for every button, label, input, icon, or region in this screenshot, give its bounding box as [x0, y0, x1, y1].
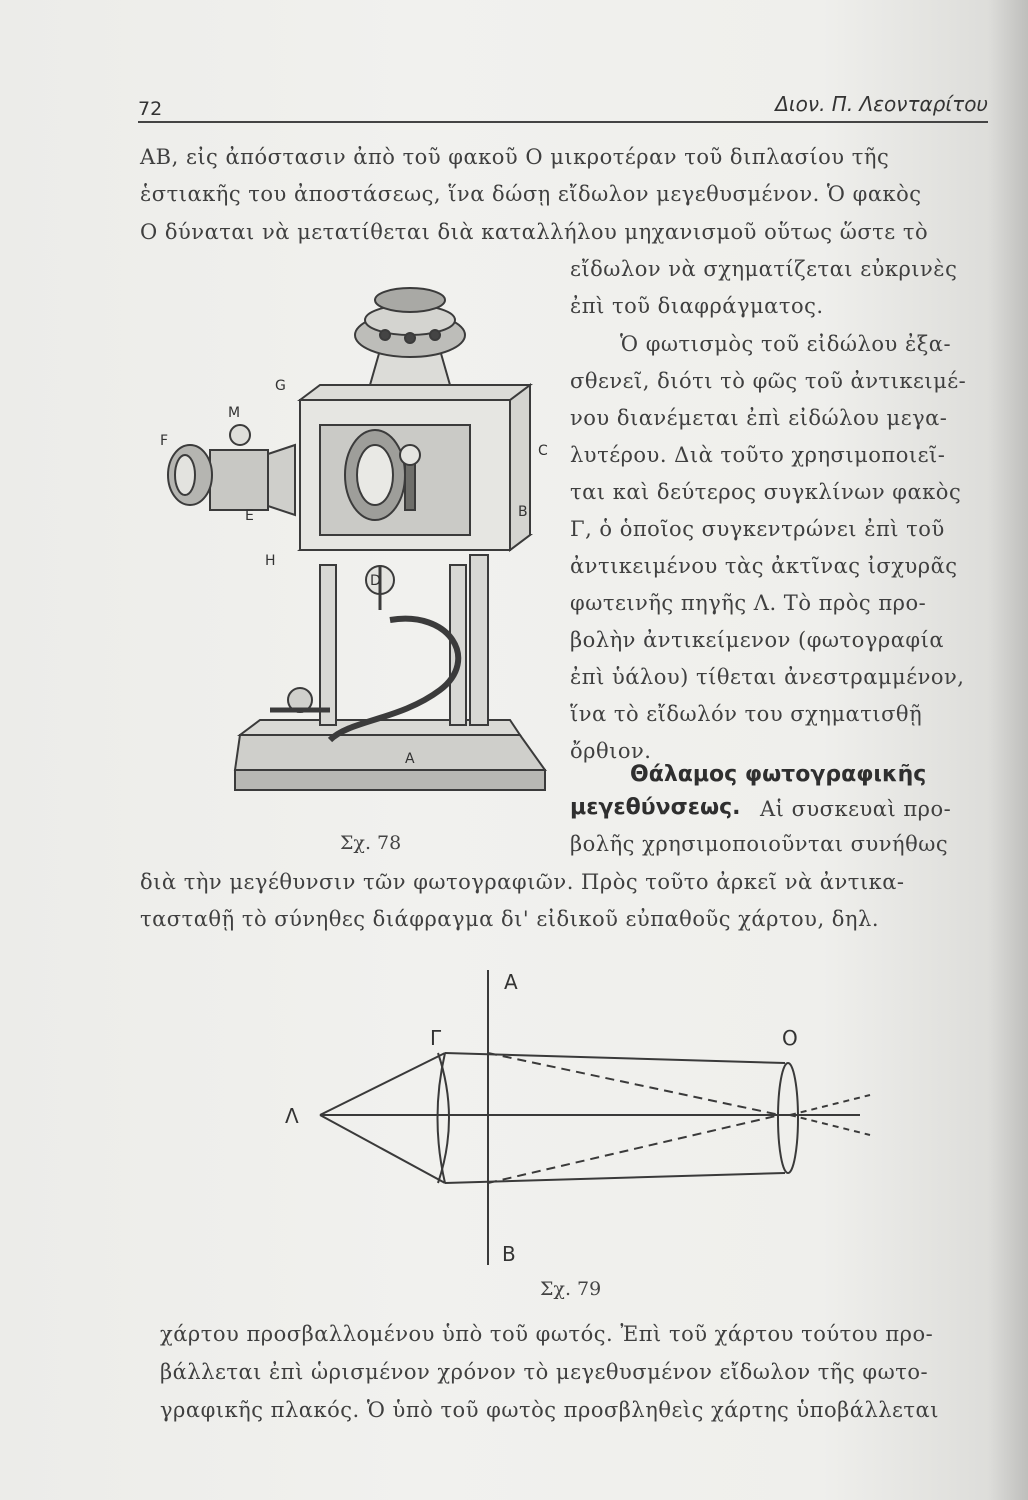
fig79-label-source: Λ	[285, 1104, 299, 1128]
fig78-label: B	[518, 504, 528, 520]
fig78-label: M	[228, 405, 241, 421]
text-line: ἐπὶ ὑάλου) τίθεται ἀνεστραμμένον,	[570, 665, 965, 689]
text-line: ἀντικειμένου τὰς ἀκτῖνας ἰσχυρᾶς	[570, 554, 958, 578]
section-heading: Θάλαμος φωτογραφικῆς	[630, 762, 927, 787]
figure-79-caption: Σχ. 79	[540, 1278, 602, 1300]
fig78-label: E	[245, 508, 254, 524]
text-line: Ὁ φωτισμὸς τοῦ εἰδώλου ἐξα-	[620, 332, 952, 356]
fig78-label: H	[265, 553, 276, 569]
projector-illustration	[150, 280, 560, 820]
fig79-label-b: Β	[502, 1242, 516, 1266]
fig78-label: F	[160, 433, 169, 449]
page-number: 72	[138, 98, 163, 120]
text-line: Γ, ὁ ὁποῖος συγκεντρώνει ἐπὶ τοῦ	[570, 517, 945, 541]
text-line: ὄρθιον.	[570, 739, 652, 763]
text-line: γραφικῆς πλακός. Ὁ ὑπὸ τοῦ φωτὸς προσβληθεὶς χάρτης ὑποβάλλεται	[160, 1398, 939, 1422]
text-line: ται καὶ δεύτερος συγκλίνων φακὸς	[570, 480, 962, 504]
text-line: χάρτου προσβαλλομένου ὑπὸ τοῦ φωτός. Ἐπὶ τοῦ χάρτου τούτου προ-	[160, 1322, 934, 1346]
text-line: ἵνα τὸ εἴδωλόν του σχηματισθῇ	[570, 702, 923, 726]
text-line: ΑΒ, εἰς ἀπόστασιν ἀπὸ τοῦ φακοῦ Ο μικροτέραν τοῦ διπλασίου τῆς	[140, 145, 890, 169]
header-rule	[138, 121, 988, 123]
text-line: Αἱ συσκευαὶ προ-	[760, 797, 952, 821]
text-line: τασταθῇ τὸ σύνηθες διάφραγμα δι' εἰδικοῦ εὐπαθοῦς χάρτου, δηλ.	[140, 907, 880, 931]
text-line: σθενεῖ, διότι τὸ φῶς τοῦ ἀντικειμέ-	[570, 369, 967, 393]
fig79-label-a: Α	[504, 970, 518, 994]
running-header: Διον. Π. Λεονταρίτου	[775, 92, 988, 116]
text-line: εἴδωλον νὰ σχηματίζεται εὐκρινὲς	[570, 257, 958, 281]
section-heading-cont: μεγεθύνσεως.	[570, 795, 741, 820]
text-line: βάλλεται ἐπὶ ὡρισμένον χρόνον τὸ μεγεθυσμένον εἴδωλον τῆς φωτο-	[160, 1360, 929, 1384]
fig78-label: A	[405, 751, 415, 767]
fig79-label-g: Γ	[430, 1026, 442, 1050]
text-line: ἐπὶ τοῦ διαφράγματος.	[570, 294, 824, 318]
text-line: φωτεινῆς πηγῆς Λ. Τὸ πρὸς προ-	[570, 591, 927, 615]
fig78-label: D	[370, 573, 381, 589]
fig79-label-o: Ο	[782, 1026, 798, 1050]
text-line: διὰ τὴν μεγέθυνσιν τῶν φωτογραφιῶν. Πρὸς τοῦτο ἀρκεῖ νὰ ἀντικα-	[140, 870, 905, 894]
fig78-label: G	[275, 378, 286, 394]
page-edge-shadow	[988, 0, 1028, 1500]
optics-diagram	[270, 965, 890, 1285]
text-line: λυτέρου. Διὰ τοῦτο χρησιμοποιεῖ-	[570, 443, 946, 467]
text-line: βολῆς χρησιμοποιοῦνται συνήθως	[570, 832, 949, 856]
fig78-label: C	[538, 443, 548, 459]
text-line: βολὴν ἀντικείμενον (φωτογραφία	[570, 628, 945, 652]
figure-78-caption: Σχ. 78	[340, 832, 402, 854]
text-line: Ο δύναται νὰ μετατίθεται διὰ καταλλήλου μηχανισμοῦ οὕτως ὥστε τὸ	[140, 220, 929, 244]
text-line: νου διανέμεται ἐπὶ εἰδώλου μεγα-	[570, 406, 948, 430]
text-line: ἑστιακῆς του ἀποστάσεως, ἵνα δώσῃ εἴδωλον μεγεθυσμένον. Ὁ φακὸς	[140, 182, 922, 206]
